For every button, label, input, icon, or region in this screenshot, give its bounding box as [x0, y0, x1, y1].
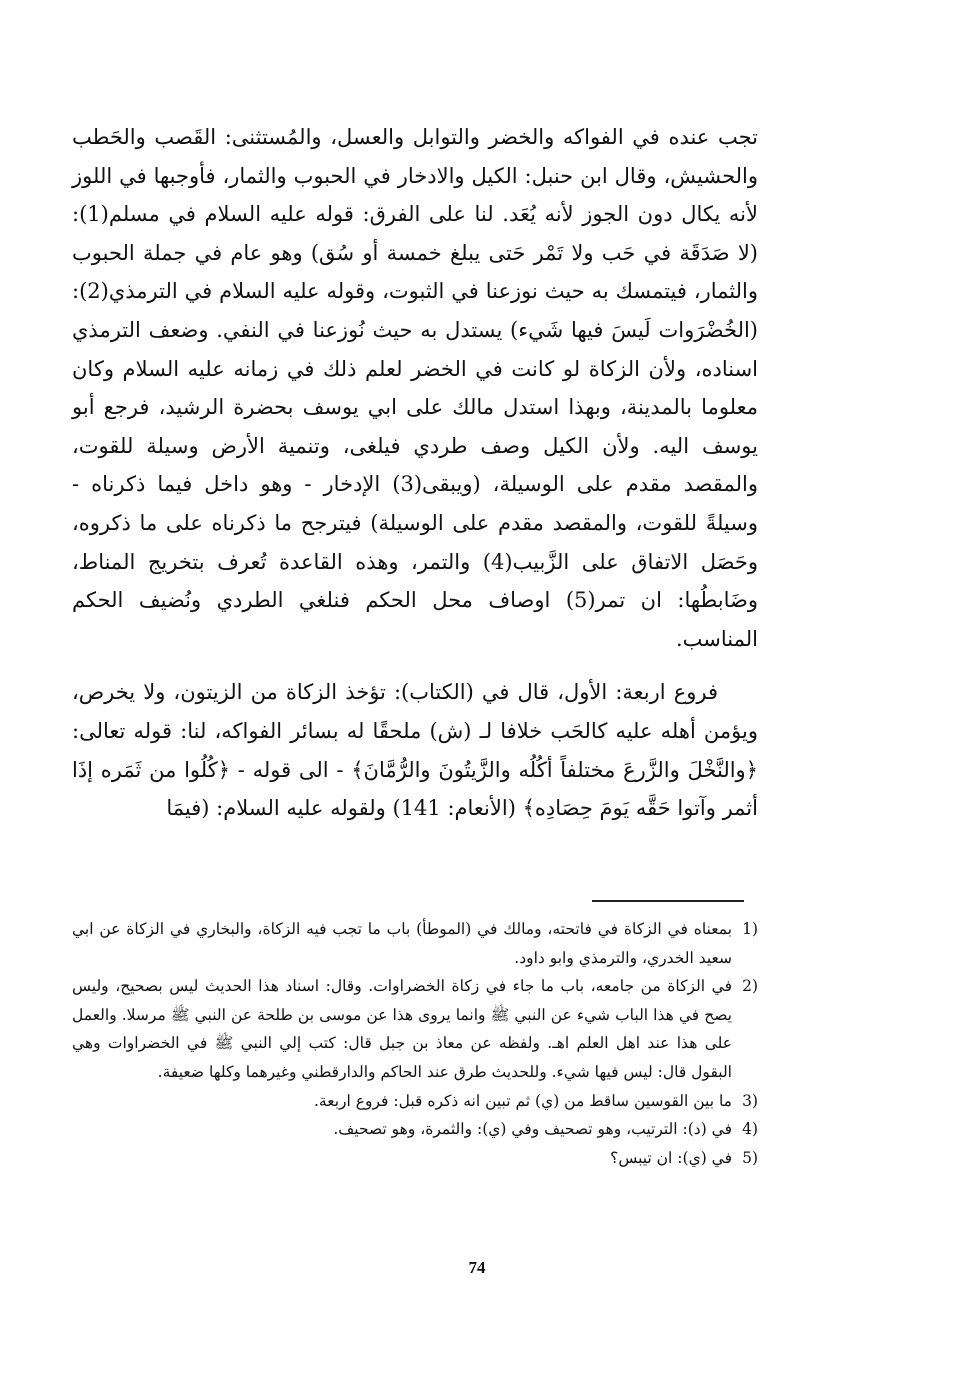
footnote-item	[72, 915, 758, 972]
footnote-item	[72, 1144, 758, 1173]
main-text-block	[72, 118, 758, 828]
footnote-item	[72, 1087, 758, 1116]
page-number: 74	[468, 1258, 486, 1277]
footnote-separator	[592, 900, 744, 902]
footnote-number: 2)	[742, 977, 758, 996]
footnote-number: 1)	[742, 920, 758, 938]
footnote-text: في الزكاة من جامعه، باب ما جاء في زكاة الخضراوات. وقال: اسناد هذا الحديث ليس بصحيح، وليس يصح في هذا الباب شيء عن النبي ﷺ وانما يروى هذا عن موسى بن طلحة عن النبي ﷺ مرسلا. والعمل على هذا عند اهل العلم اهـ. ولفظه عن معاذ بن جبل قال: كتب إلي النبي ﷺ في الخضراوات وهي البقول قال: ليس فيها شيء. وللحديث طرق عند الحاكم والدارقطني وغيرهما وكلها ضعيفة.	[72, 977, 732, 1081]
footnote-text: بمعناه في الزكاة في فاتحته، ومالك في (الموطأ) باب ما تجب فيه الزكاة، والبخاري في الزكاة عن ابي سعيد الخدري، والترمذي وابو داود.	[72, 920, 732, 967]
footnote-number: 4)	[742, 1120, 758, 1139]
footnote-number: 5)	[742, 1148, 758, 1167]
footnote-item	[72, 1115, 758, 1144]
footnotes	[72, 915, 758, 1172]
main-paragraph-2: فروع اربعة: الأول، قال في (الكتاب): تؤخذ الزكاة من الزيتون، ولا يخرص، ويؤمن أهله عليه كالحَب خلافا لـ (ش) ملحقًا له بسائر الفواكه، لنا: قوله تعالى: ﴿والنَّخْلَ والزَّرعَ مختلفاً أكُلُه والزَّيتُونَ والرُّمَّانَ﴾ - الى قوله - ﴿كُلُوا من ثَمَره إذَا أثمر وآتوا حَقَّه يَومَ حِصَادِه﴾ (الأنعام: 141) ولقوله عليه السلام: (فيمَا	[72, 680, 758, 821]
main-paragraph-1: تجب عنده في الفواكه والخضر والتوابل والعسل، والمُستثنى: القَصب والحَطب والحشيش، وقال ابن حنبل: الكيل والادخار في الحبوب والثمار، فأوجبها في اللوز لأنه يكال دون الجوز لأنه يُعَد. لنا على الفرق: قوله عليه السلام في مسلم(1): (لا صَدَقَة في حَب ولا تَمْر حَتى يبلغ خمسة أو سُق) وهو عام في جملة الحبوب والثمار، فيتمسك به حيث نوزعنا في الثبوت، وقوله عليه السلام في الترمذي(2): (الخُضْرَوات لَيسَ فيها شَيء) يستدل به حيث نُوزعنا في النفي. وضعف الترمذي اسناده، ولأن الزكاة لو كانت في الخضر لعلم ذلك في زمانه عليه السلام وكان معلوما بالمدينة، وبهذا استدل مالك على ابي يوسف بحضرة الرشيد، فرجع أبو يوسف اليه. ولأن الكيل وصف طردي فيلغى، وتنمية الأرض وسيلة للقوت، والمقصد مقدم على الوسيلة، (ويبقى(3) الإدخار - وهو داخل فيما ذكرناه - وسيلةً للقوت، والمقصد مقدم على الوسيلة) فيترجح ما ذكرناه على ما ذكروه، وحَصَل الاتفاق على الزَّبيب(4) والتمر، وهذه القاعدة تُعرف بتخريج المناط، وضَابطُها: ان تمر(5) اوصاف محل الحكم فنلغي الطردي ونُضيف الحكم المناسب.	[72, 125, 759, 651]
footnote-text: في (ي): ان تيبس؟	[610, 1148, 732, 1167]
footnote-item	[72, 972, 758, 1086]
footnote-text: في (د): الترتيب، وهو تصحيف وفي (ي): والثمرة، وهو تصحيف.	[333, 1120, 732, 1139]
footnote-text: ما بين القوسين ساقط من (ي) ثم تبين انه ذكره قبل: فروع اربعة.	[314, 1091, 732, 1110]
footnote-number: 3)	[742, 1091, 758, 1110]
